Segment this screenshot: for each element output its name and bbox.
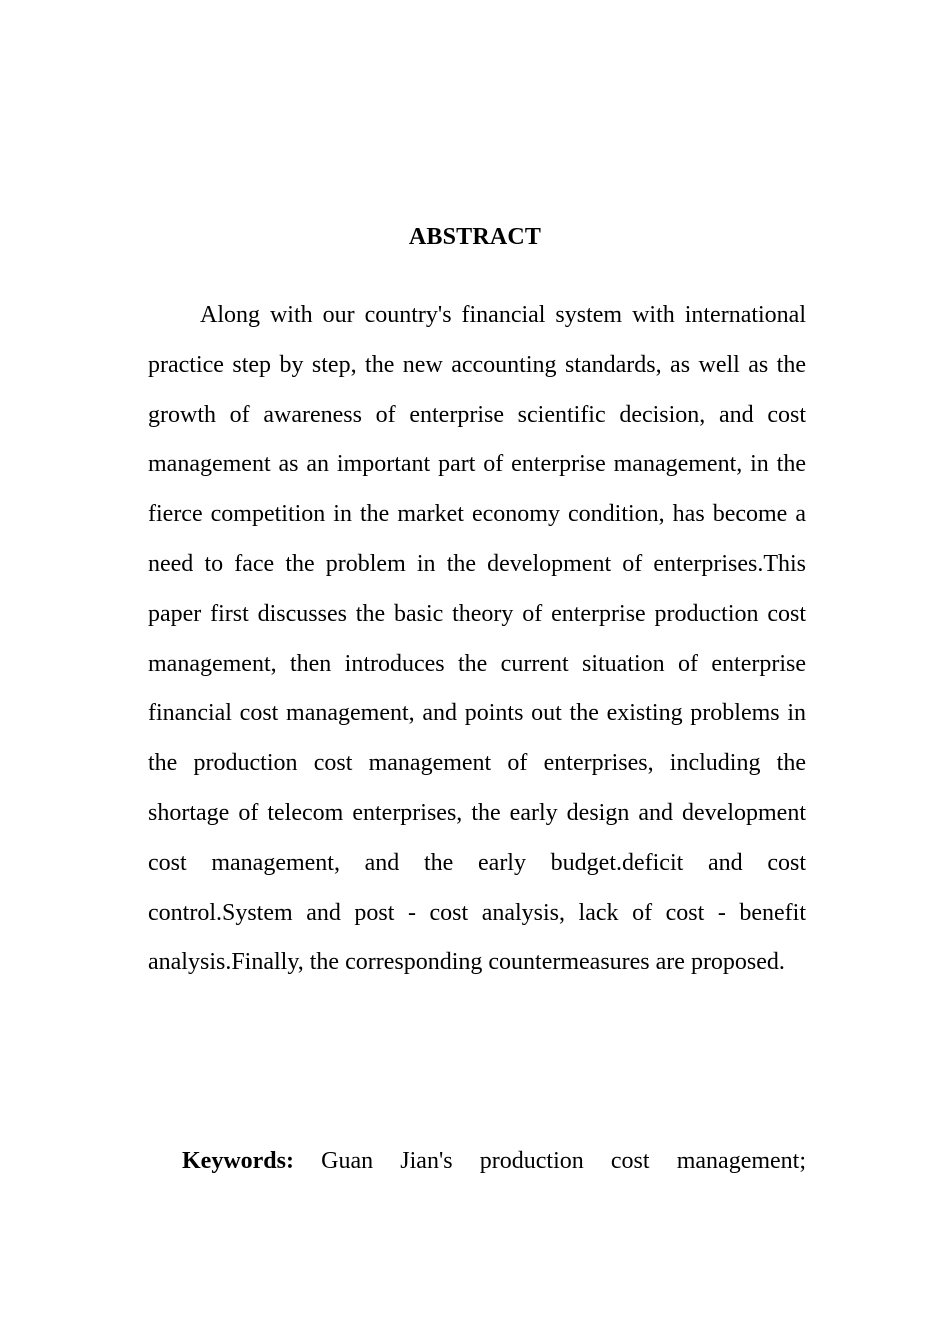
keywords-line: [148, 1137, 806, 1187]
keywords-text: Guan Jian's production cost management;: [321, 1148, 806, 1174]
abstract-body: Along with our country's financial system with international practice step by step, the new accounting standards, as well as the growth of awareness of enterprise scientific decision, and cost management as an important part of enterprise management, in the fierce competition in the market economy condition, has become a need to face the problem in the development of enterprises.This paper first discusses the basic theory of enterprise production cost management, then introduces the current situation of enterprise financial cost management, and points out the existing problems in the production cost management of enterprises, including the shortage of telecom enterprises, the early design and development cost management, and the early budget.deficit and cost control.System and post - cost analysis, lack of cost - benefit analysis.Finally, the corresponding countermeasures are proposed.: [148, 302, 806, 976]
abstract-title: ABSTRACT: [408, 224, 542, 250]
keywords-label: Keywords:: [182, 1148, 294, 1174]
